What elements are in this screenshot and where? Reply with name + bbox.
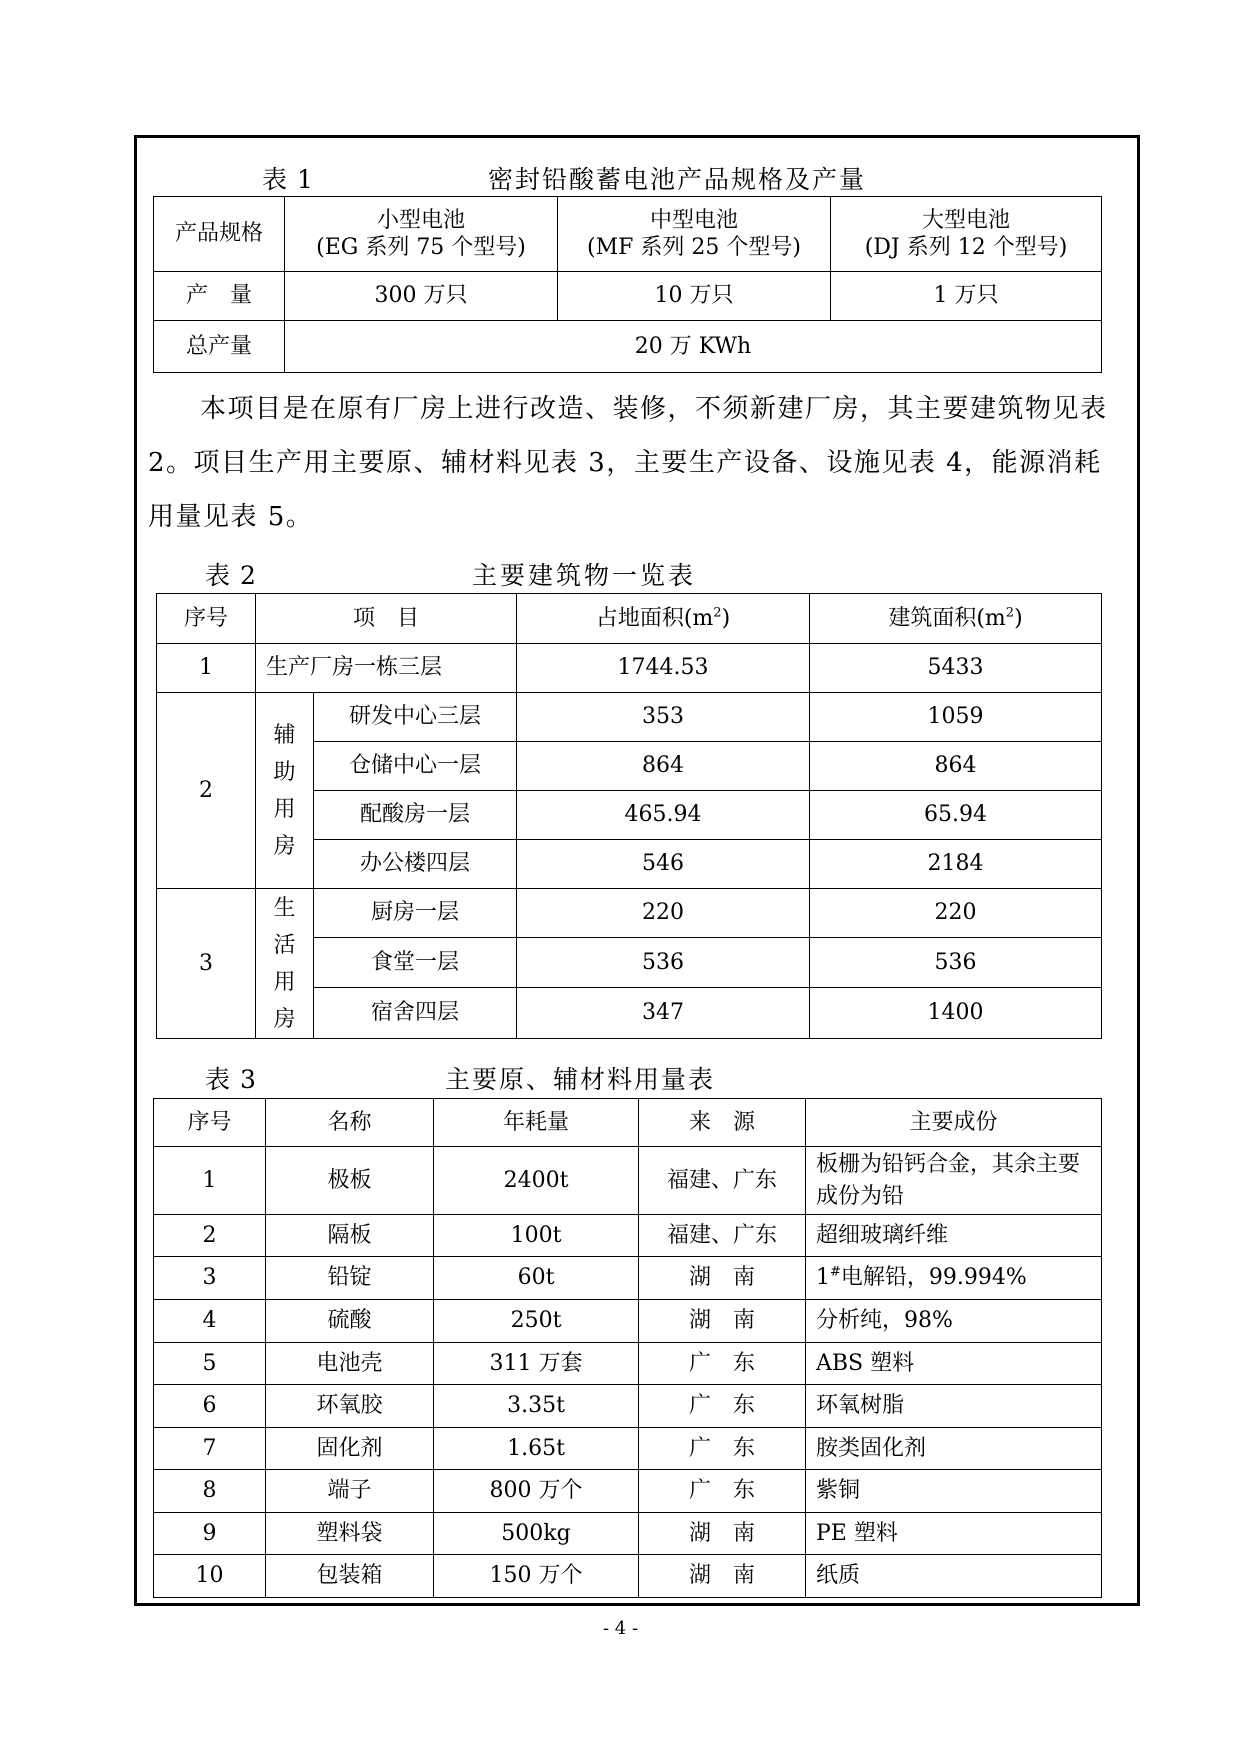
cell-land: 353 [517,693,810,742]
cell-no: 3 [157,889,256,1039]
cell-land: 220 [517,889,810,938]
cell-build: 2184 [810,840,1102,889]
table1 [153,196,1102,373]
header-build-end: ) [1014,605,1023,631]
row-header: 产 量 [154,272,285,321]
cell-no: 3 [154,1257,266,1300]
table-row [154,1147,1102,1215]
cell-name: 固化剂 [266,1428,434,1470]
spec-sub: (EG 系列 75 个型号) [316,235,526,260]
table3 [153,1098,1102,1598]
cell-amount: 100t [434,1215,639,1257]
cell-name: 厨房一层 [314,889,517,938]
cell-land: 536 [517,938,810,988]
cell-name: 宿舍四层 [314,988,517,1039]
cell-build: 220 [810,889,1102,938]
cell-name: 铅锭 [266,1257,434,1300]
table3-title: 主要原、辅材料用量表 [445,1065,716,1094]
page-number: - 4 - [602,1618,639,1639]
cell-amount: 60t [434,1257,639,1300]
cell-source: 福建、广东 [639,1215,806,1257]
output-cell: 300 万只 [285,272,558,321]
cell-no: 1 [154,1147,266,1215]
header-no: 序号 [157,594,256,644]
cell-source: 湖 南 [639,1513,806,1555]
table-row [154,1513,1102,1555]
header-land-end: ) [721,605,731,631]
cell-name: 生产厂房一栋三层 [256,644,517,693]
cell-build: 1059 [810,693,1102,742]
cell-name: 硫酸 [266,1300,434,1343]
cell-name: 隔板 [266,1215,434,1257]
table-row [154,1555,1102,1598]
table3-label: 表 3 [205,1065,257,1094]
cell-no: 6 [154,1385,266,1428]
spec-name: 中型电池 [649,207,738,233]
cell-name: 塑料袋 [266,1513,434,1555]
spec-cell [831,197,1102,272]
cell-composition: 分析纯，98% [806,1300,1102,1343]
body-paragraph: 本项目是在原有厂房上进行改造、装修，不须新建厂房，其主要建筑物见表 2。项目生产用主要原、辅材料见表 3，主要生产设备、设施见表 4，能源消耗用量见表 5。 [148,394,1108,532]
cell-group-label [256,889,314,1039]
cell-composition: 环氧树脂 [806,1385,1102,1428]
cell-no: 5 [154,1343,266,1385]
header-build [810,594,1102,644]
cell-name: 食堂一层 [314,938,517,988]
cell-composition: 胺类固化剂 [806,1428,1102,1470]
cell-no: 4 [154,1300,266,1343]
header-land-text: 占地面积(m [595,605,714,631]
comp-prefix: 1 [816,1265,830,1291]
table-row [154,1343,1102,1385]
cell-no: 9 [154,1513,266,1555]
total-cell: 20 万 KWh [285,321,1102,373]
header-composition: 主要成份 [806,1099,1102,1147]
cell-composition: 板栅为铅钙合金，其余主要成份为铅 [806,1147,1102,1215]
cell-build: 1400 [810,988,1102,1039]
table1-title: 密封铅酸蓄电池产品规格及产量 [488,165,867,194]
group-label-text: 生活用房 [273,895,296,1032]
table-row [157,693,1102,742]
cell-composition: ABS 塑料 [806,1343,1102,1385]
cell-amount: 2400t [434,1147,639,1215]
header-land [517,594,810,644]
cell-land: 347 [517,988,810,1039]
table1-label: 表 1 [262,165,314,194]
cell-no: 2 [157,693,256,889]
table2-label: 表 2 [205,561,257,590]
table2-title: 主要建筑物一览表 [472,561,697,590]
cell-source: 广 东 [639,1343,806,1385]
spec-cell [558,197,831,272]
row-header: 产品规格 [154,197,285,272]
table-row [154,1215,1102,1257]
cell-composition: 超细玻璃纤维 [806,1215,1102,1257]
cell-name: 环氧胶 [266,1385,434,1428]
cell-source: 湖 南 [639,1257,806,1300]
cell-no: 10 [154,1555,266,1598]
table2-header-row [157,594,1102,644]
header-build-text: 建筑面积(m [888,605,1006,631]
cell-composition [806,1257,1102,1300]
group-label-text: 辅助用房 [273,722,296,859]
cell-name: 仓储中心一层 [314,742,517,791]
cell-source: 福建、广东 [639,1147,806,1215]
table2 [156,593,1102,1039]
table1-spec-row [154,197,1102,272]
cell-name: 配酸房一层 [314,791,517,840]
cell-composition: PE 塑料 [806,1513,1102,1555]
cell-source: 湖 南 [639,1555,806,1598]
cell-no: 8 [154,1470,266,1513]
cell-amount: 1.65t [434,1428,639,1470]
cell-source: 广 东 [639,1470,806,1513]
cell-build: 5433 [810,644,1102,693]
header-item: 项 目 [256,594,517,644]
spec-name: 大型电池 [921,207,1010,233]
cell-no: 2 [154,1215,266,1257]
comp-sup: # [830,1264,841,1280]
cell-composition: 紫铜 [806,1470,1102,1513]
cell-name: 端子 [266,1470,434,1513]
cell-name: 电池壳 [266,1343,434,1385]
output-cell: 10 万只 [558,272,831,321]
cell-amount: 250t [434,1300,639,1343]
cell-amount: 150 万个 [434,1555,639,1598]
cell-no: 1 [157,644,256,693]
table-row [154,1300,1102,1343]
table-row [157,889,1102,938]
output-cell: 1 万只 [831,272,1102,321]
cell-composition: 纸质 [806,1555,1102,1598]
cell-name: 研发中心三层 [314,693,517,742]
header-build-sup: 2 [1005,605,1015,621]
table1-total-row [154,321,1102,373]
table-row [154,1470,1102,1513]
cell-land: 465.94 [517,791,810,840]
header-no: 序号 [154,1099,266,1147]
table-row [157,644,1102,693]
cell-group-label [256,693,314,889]
cell-land: 1744.53 [517,644,810,693]
header-source: 来 源 [639,1099,806,1147]
cell-source: 广 东 [639,1428,806,1470]
header-land-sup: 2 [713,605,722,621]
spec-sub: (MF 系列 25 个型号) [587,235,801,260]
cell-amount: 311 万套 [434,1343,639,1385]
cell-build: 536 [810,938,1102,988]
table-row [154,1385,1102,1428]
spec-name: 小型电池 [376,207,465,233]
table-row [154,1428,1102,1470]
cell-source: 湖 南 [639,1300,806,1343]
cell-amount: 3.35t [434,1385,639,1428]
header-amount: 年耗量 [434,1099,639,1147]
cell-name: 极板 [266,1147,434,1215]
cell-source: 广 东 [639,1385,806,1428]
header-name: 名称 [266,1099,434,1147]
table-row [154,1257,1102,1300]
table3-header-row [154,1099,1102,1147]
cell-no: 7 [154,1428,266,1470]
comp-text: 电解铅，99.994% [840,1265,1027,1291]
spec-sub: (DJ 系列 12 个型号) [864,235,1068,260]
cell-name: 办公楼四层 [314,840,517,889]
cell-build: 65.94 [810,791,1102,840]
table1-output-row [154,272,1102,321]
cell-land: 546 [517,840,810,889]
cell-amount: 500kg [434,1513,639,1555]
cell-amount: 800 万个 [434,1470,639,1513]
row-header: 总产量 [154,321,285,373]
cell-build: 864 [810,742,1102,791]
cell-land: 864 [517,742,810,791]
spec-cell [285,197,558,272]
cell-name: 包装箱 [266,1555,434,1598]
